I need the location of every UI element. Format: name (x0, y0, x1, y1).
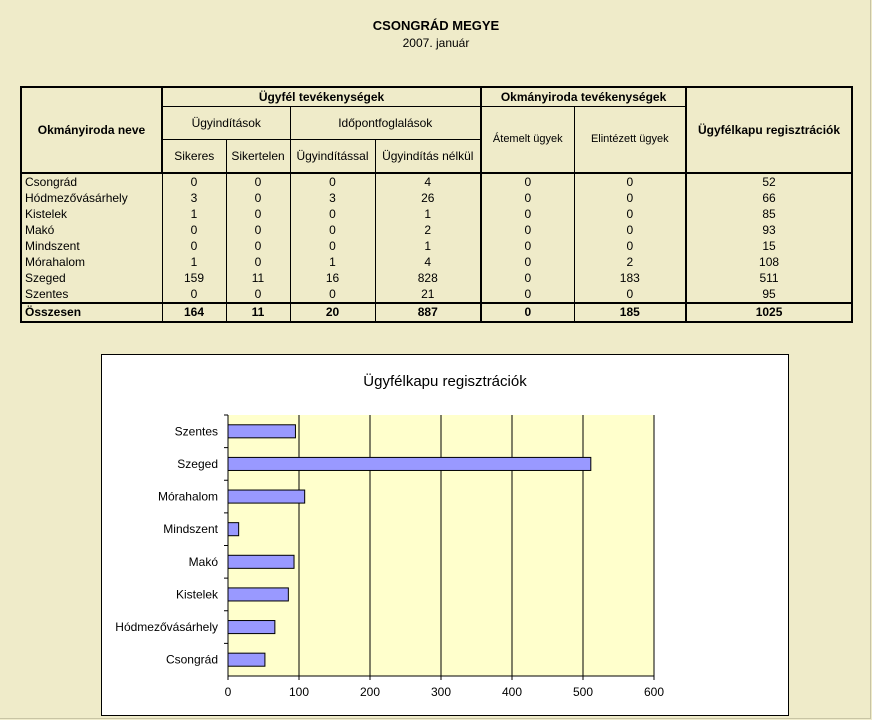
table-row (21, 270, 852, 286)
cell-sikertelen: 0 (226, 254, 290, 270)
cell-ugyinditas-nelkul: 21 (375, 286, 481, 303)
cell-ugyinditassal: 0 (290, 238, 375, 254)
cell-atemelt: 0 (481, 190, 574, 206)
office-name: Szeged (21, 270, 162, 286)
total-sikeres: 164 (162, 303, 226, 322)
y-category-label: Szeged (177, 456, 218, 471)
cell-kapu: 66 (686, 190, 852, 206)
y-category-label: Szentes (174, 424, 218, 439)
cell-atemelt: 0 (481, 286, 574, 303)
header-ugyinditassal: Ügyindítással (290, 140, 375, 174)
cell-sikertelen: 11 (226, 270, 290, 286)
cell-sikeres: 1 (162, 254, 226, 270)
cell-ugyinditas-nelkul: 4 (375, 254, 481, 270)
cell-atemelt: 0 (481, 270, 574, 286)
header-group-okmany: Okmányiroda tevékenységek (481, 87, 686, 107)
statistics-table (20, 86, 853, 323)
cell-kapu: 511 (686, 270, 852, 286)
y-category-label: Kistelek (175, 587, 218, 602)
bar-szeged (228, 457, 591, 470)
cell-elintezett: 0 (574, 238, 686, 254)
bar-mórahalom (228, 490, 305, 503)
cell-sikertelen: 0 (226, 173, 290, 190)
office-name: Mindszent (21, 238, 162, 254)
y-category-label: Hódmezővásárhely (115, 620, 218, 635)
cell-kapu: 93 (686, 222, 852, 238)
office-name: Szentes (21, 286, 162, 303)
cell-kapu: 85 (686, 206, 852, 222)
cell-ugyinditas-nelkul: 4 (375, 173, 481, 190)
bar-mindszent (228, 523, 239, 536)
x-tick-label: 300 (430, 685, 452, 699)
header-kapu: Ügyfélkapu regisztrációk (686, 87, 852, 173)
header-office: Okmányiroda neve (21, 87, 162, 173)
cell-sikertelen: 0 (226, 206, 290, 222)
x-tick-label: 0 (224, 685, 232, 699)
header-atemelt: Átemelt ügyek (481, 107, 574, 174)
total-sikertelen: 11 (226, 303, 290, 322)
header-sikeres: Sikeres (162, 140, 226, 174)
total-label: Összesen (21, 303, 162, 322)
cell-ugyinditas-nelkul: 1 (375, 206, 481, 222)
cell-elintezett: 2 (574, 254, 686, 270)
cell-ugyinditassal: 0 (290, 286, 375, 303)
cell-elintezett: 0 (574, 190, 686, 206)
cell-ugyinditassal: 16 (290, 270, 375, 286)
cell-kapu: 15 (686, 238, 852, 254)
cell-ugyinditassal: 3 (290, 190, 375, 206)
total-ugyinditas-nelkul: 887 (375, 303, 481, 322)
total-ugyinditassal: 20 (290, 303, 375, 322)
cell-sikertelen: 0 (226, 222, 290, 238)
header-ugyinditasok: Ügyindítások (162, 107, 290, 140)
cell-sikertelen: 0 (226, 238, 290, 254)
cell-atemelt: 0 (481, 238, 574, 254)
cell-ugyinditassal: 0 (290, 206, 375, 222)
header-group-ugyfel: Ügyfél tevékenységek (162, 87, 481, 107)
office-name: Kistelek (21, 206, 162, 222)
cell-ugyinditassal: 0 (290, 222, 375, 238)
x-tick-label: 500 (572, 685, 594, 699)
x-tick-label: 400 (501, 685, 523, 699)
cell-ugyinditassal: 1 (290, 254, 375, 270)
header-ugyinditas-nelkul: Ügyindítás nélkül (375, 140, 481, 174)
cell-sikeres: 0 (162, 222, 226, 238)
cell-sikertelen: 0 (226, 286, 290, 303)
cell-atemelt: 0 (481, 222, 574, 238)
office-name: Mórahalom (21, 254, 162, 270)
table-row (21, 222, 852, 238)
office-name: Csongrád (21, 173, 162, 190)
table-row (21, 238, 852, 254)
total-elintezett: 185 (574, 303, 686, 322)
cell-ugyinditas-nelkul: 2 (375, 222, 481, 238)
total-atemelt: 0 (481, 303, 574, 322)
cell-sikeres: 0 (162, 238, 226, 254)
cell-ugyinditas-nelkul: 828 (375, 270, 481, 286)
total-row (21, 303, 852, 322)
chart-area (101, 354, 789, 716)
cell-sikeres: 0 (162, 286, 226, 303)
y-category-label: Mórahalom (157, 489, 218, 504)
x-tick-label: 100 (288, 685, 310, 699)
table-row (21, 190, 852, 206)
table-row (21, 206, 852, 222)
bar-szentes (228, 425, 295, 438)
header-elintezett: Elintézett ügyek (574, 107, 686, 174)
office-name: Hódmezővásárhely (21, 190, 162, 206)
cell-ugyinditassal: 0 (290, 173, 375, 190)
x-tick-label: 600 (643, 685, 665, 699)
cell-elintezett: 0 (574, 173, 686, 190)
cell-elintezett: 0 (574, 222, 686, 238)
header-idopont: Időpontfoglalások (290, 107, 481, 140)
page-title: CSONGRÁD MEGYE (372, 18, 500, 33)
cell-sikeres: 0 (162, 173, 226, 190)
y-category-label: Mindszent (163, 522, 218, 537)
bar-chart (102, 355, 788, 715)
x-tick-label: 200 (359, 685, 381, 699)
header-sikertelen: Sikertelen (226, 140, 290, 174)
page-subtitle: 2007. január (402, 36, 470, 50)
cell-sikeres: 1 (162, 206, 226, 222)
cell-elintezett: 0 (574, 206, 686, 222)
bar-makó (228, 555, 294, 568)
total-kapu: 1025 (686, 303, 852, 322)
office-name: Makó (21, 222, 162, 238)
cell-sikeres: 3 (162, 190, 226, 206)
cell-atemelt: 0 (481, 254, 574, 270)
table-row (21, 286, 852, 303)
cell-elintezett: 183 (574, 270, 686, 286)
y-category-label: Csongrád (165, 652, 218, 667)
table-row (21, 254, 852, 270)
cell-ugyinditas-nelkul: 1 (375, 238, 481, 254)
bar-kistelek (228, 588, 288, 601)
cell-kapu: 108 (686, 254, 852, 270)
chart-title: Ügyfélkapu regisztrációk (363, 373, 527, 390)
cell-kapu: 95 (686, 286, 852, 303)
y-category-label: Makó (188, 554, 218, 569)
cell-sikeres: 159 (162, 270, 226, 286)
cell-elintezett: 0 (574, 286, 686, 303)
cell-atemelt: 0 (481, 206, 574, 222)
cell-ugyinditas-nelkul: 26 (375, 190, 481, 206)
bar-hódmezővásárhely (228, 621, 275, 634)
cell-kapu: 52 (686, 173, 852, 190)
bar-csongrád (228, 653, 265, 666)
cell-sikertelen: 0 (226, 190, 290, 206)
cell-atemelt: 0 (481, 173, 574, 190)
table-row (21, 173, 852, 190)
